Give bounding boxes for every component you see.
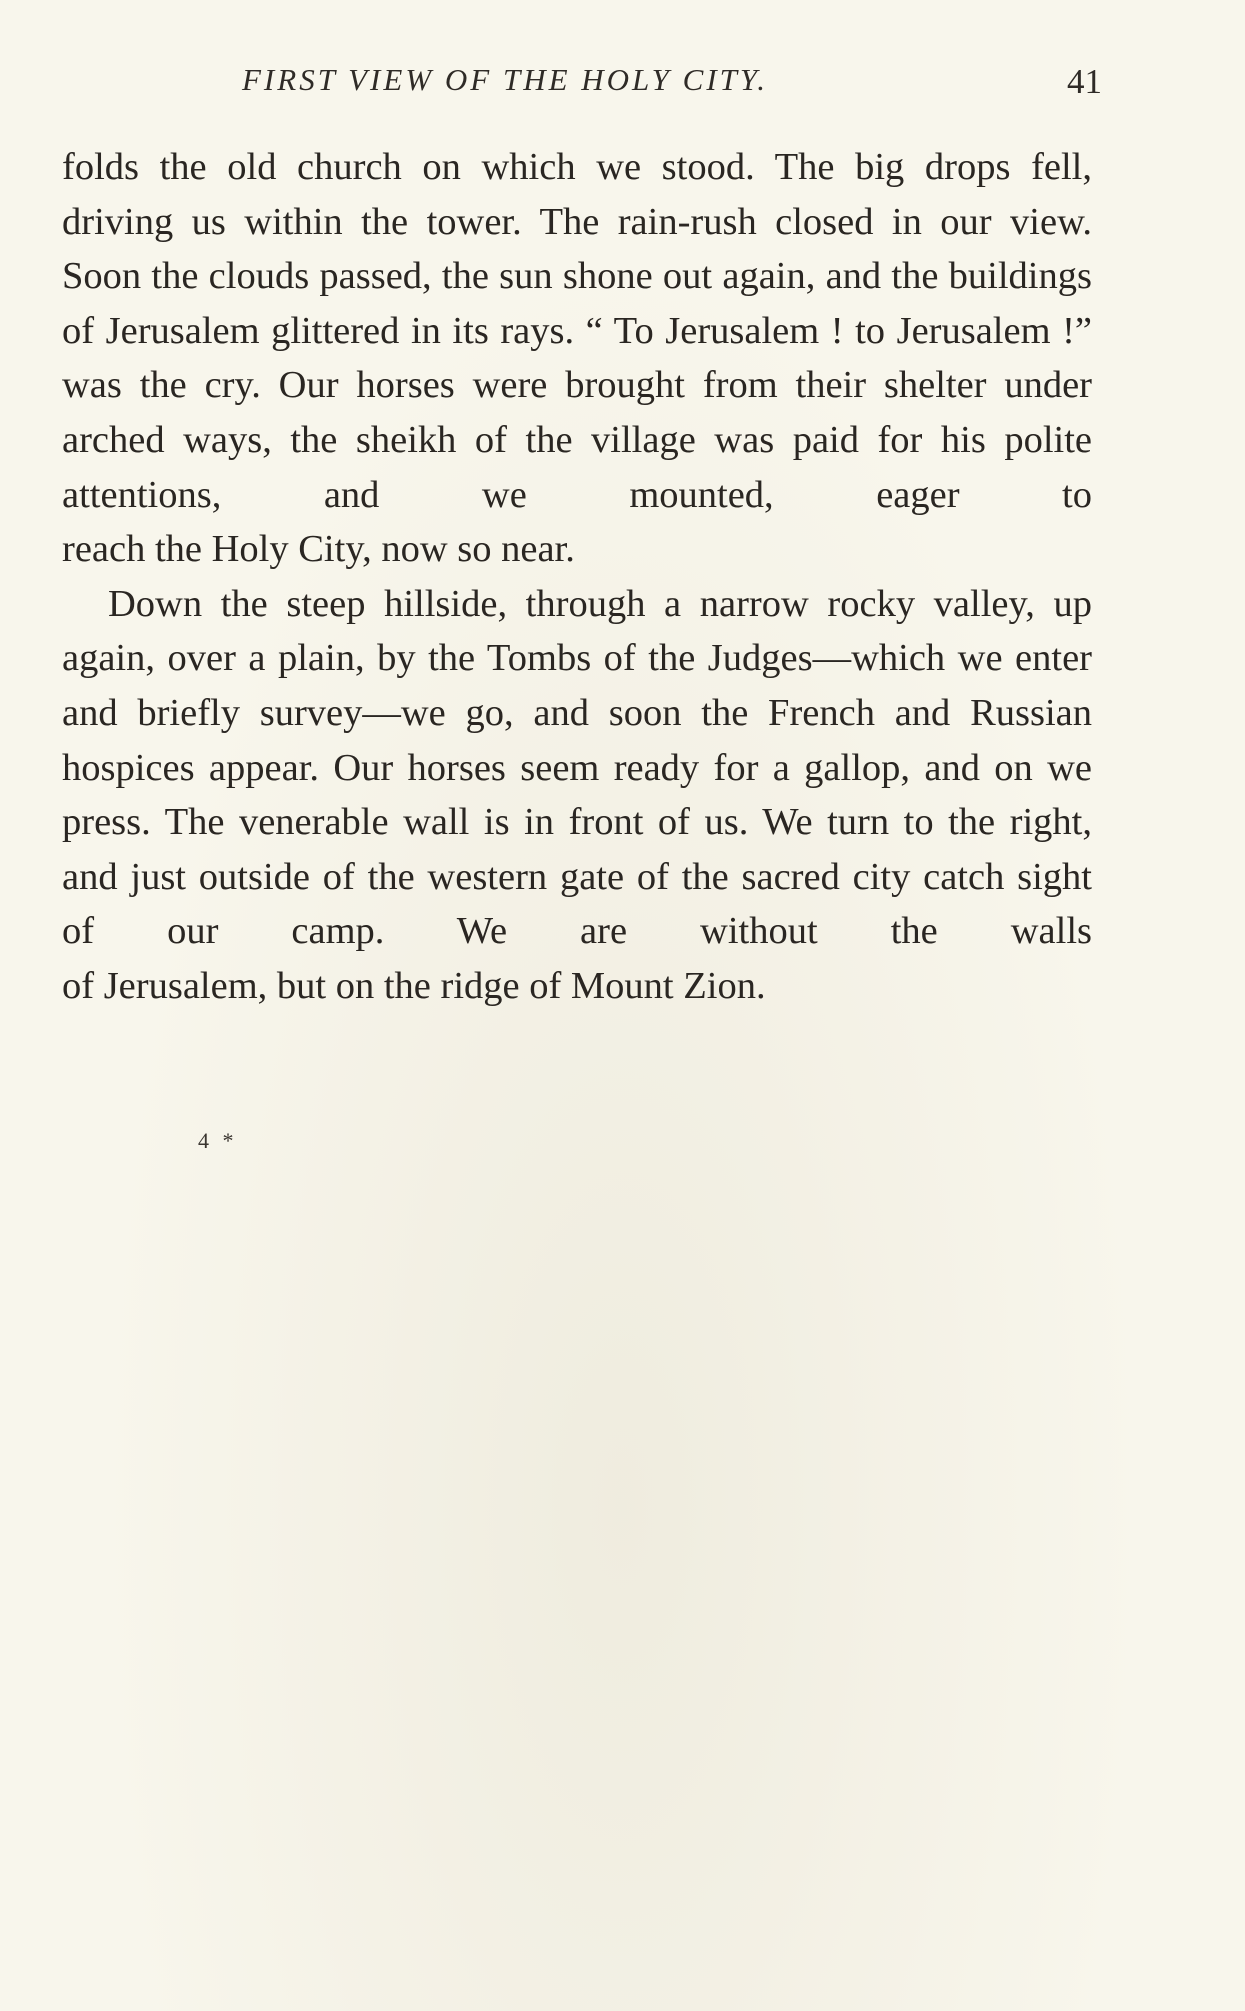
paragraph-2-last-line: of Jerusalem, but on the ridge of Mount Zion. [62,964,766,1007]
running-title: FIRST VIEW OF THE HOLY CITY. [242,62,769,97]
page-number: 41 [1067,62,1102,101]
paragraph-1-last-line: reach the Holy City, now so near. [62,528,575,571]
running-head [62,58,1102,108]
paragraph-1: folds the old church on which we stood. The big drops fell, driving us within the tower. The rain-rush closed in our view. Soon the clouds passed, the sun shone out again, and the buildings of Jerusalem glittered in its rays. “ To Jerusalem ! to Jerusalem !” was the cry. Our horses were brought from their shelter under arched ways, the sheikh of the village was paid for his polite attentions, and we mounted, eager to [62,146,1092,516]
signature-mark: 4 * [198,1128,238,1153]
paragraph-2: Down the steep hillside, through a narrow rocky valley, up again, over a plain, by the Tombs of the Judges—which we enter and briefly survey—we go, and soon the French and Russian hospices appear. Our horses seem ready for a gallop, and on we press. The venerable wall is in front of us. We turn to the right, and just outside of the western gate of the sacred city catch sight of our camp. We are without the walls [62,582,1092,953]
body-text [62,140,1092,1014]
